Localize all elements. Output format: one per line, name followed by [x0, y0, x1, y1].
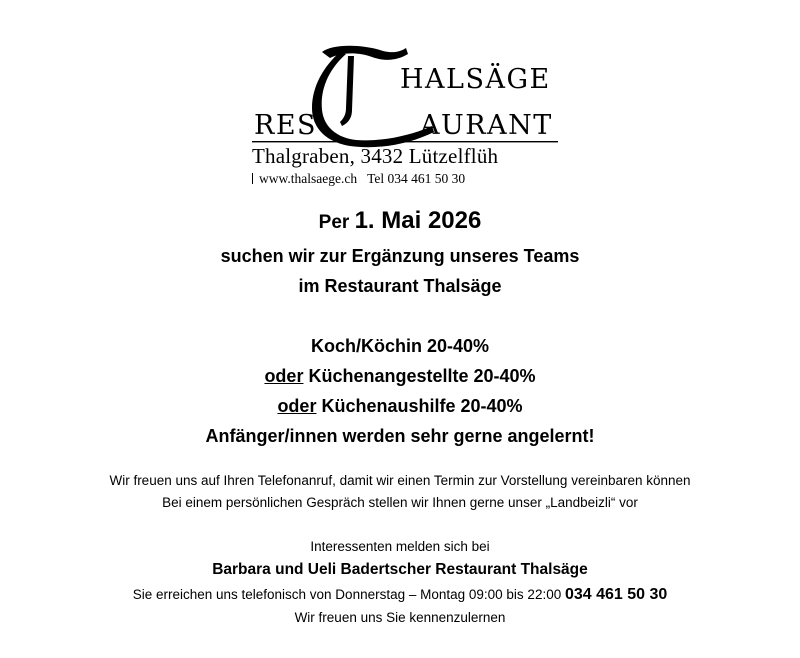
logo-initial-t-icon [312, 46, 434, 148]
job-title-3-text: Küchenaushilfe 20-40% [321, 396, 523, 416]
headline-prefix: Per [318, 212, 350, 233]
logo-contact-line [252, 171, 568, 187]
logo-word-top: HALSÄGE [400, 64, 551, 95]
logo-graphic [250, 40, 570, 192]
contact-names: Barbara und Ueli Badertscher Restaurant Thalsäge [212, 561, 588, 578]
restaurant-logo [250, 40, 570, 192]
info-line-1: Wir freuen uns auf Ihren Telefonanruf, damit wir einen Termin zur Vorstellung vereinbaren können [109, 473, 691, 488]
beginners-note: Anfänger/innen werden sehr gerne angelernt! [205, 426, 595, 446]
headline [0, 207, 800, 235]
logo-word-left: RES [254, 110, 318, 141]
connector-word: oder [277, 396, 317, 416]
logo-phone: Tel 034 461 50 30 [367, 171, 466, 186]
logo-website[interactable]: www.thalsaege.ch [259, 171, 358, 186]
contact-phone[interactable]: 034 461 50 30 [564, 586, 668, 603]
job-title-3 [0, 396, 800, 417]
info-line-2: Bei einem persönlichen Gespräch stellen wir Ihnen gerne unser „Landbeizli“ vor [162, 495, 638, 510]
job-title-2-text: Küchenangestellte 20-40% [308, 366, 536, 386]
intro-line-2: im Restaurant Thalsäge [298, 276, 502, 296]
contact-hours-text: Sie erreichen uns telefonisch von Donnerstag – Montag 09:00 bis 22:00 [132, 587, 562, 602]
job-title-2 [0, 366, 800, 387]
divider-bar [252, 173, 253, 184]
job-title-1: Koch/Köchin 20-40% [310, 336, 490, 356]
contact-hours [0, 586, 800, 604]
logo-address: Thalgraben, 3432 Lützelflüh [252, 144, 499, 168]
contact-intro: Interessenten melden sich bei [310, 539, 490, 554]
logo-rule [252, 141, 558, 142]
intro-line-1: suchen wir zur Ergänzung unseres Teams [220, 246, 580, 266]
connector-word: oder [264, 366, 304, 386]
headline-date: 1. Mai 2026 [354, 207, 482, 234]
closing-line: Wir freuen uns Sie kennenzulernen [294, 610, 506, 625]
logo-word-right: AURANT [420, 110, 553, 141]
